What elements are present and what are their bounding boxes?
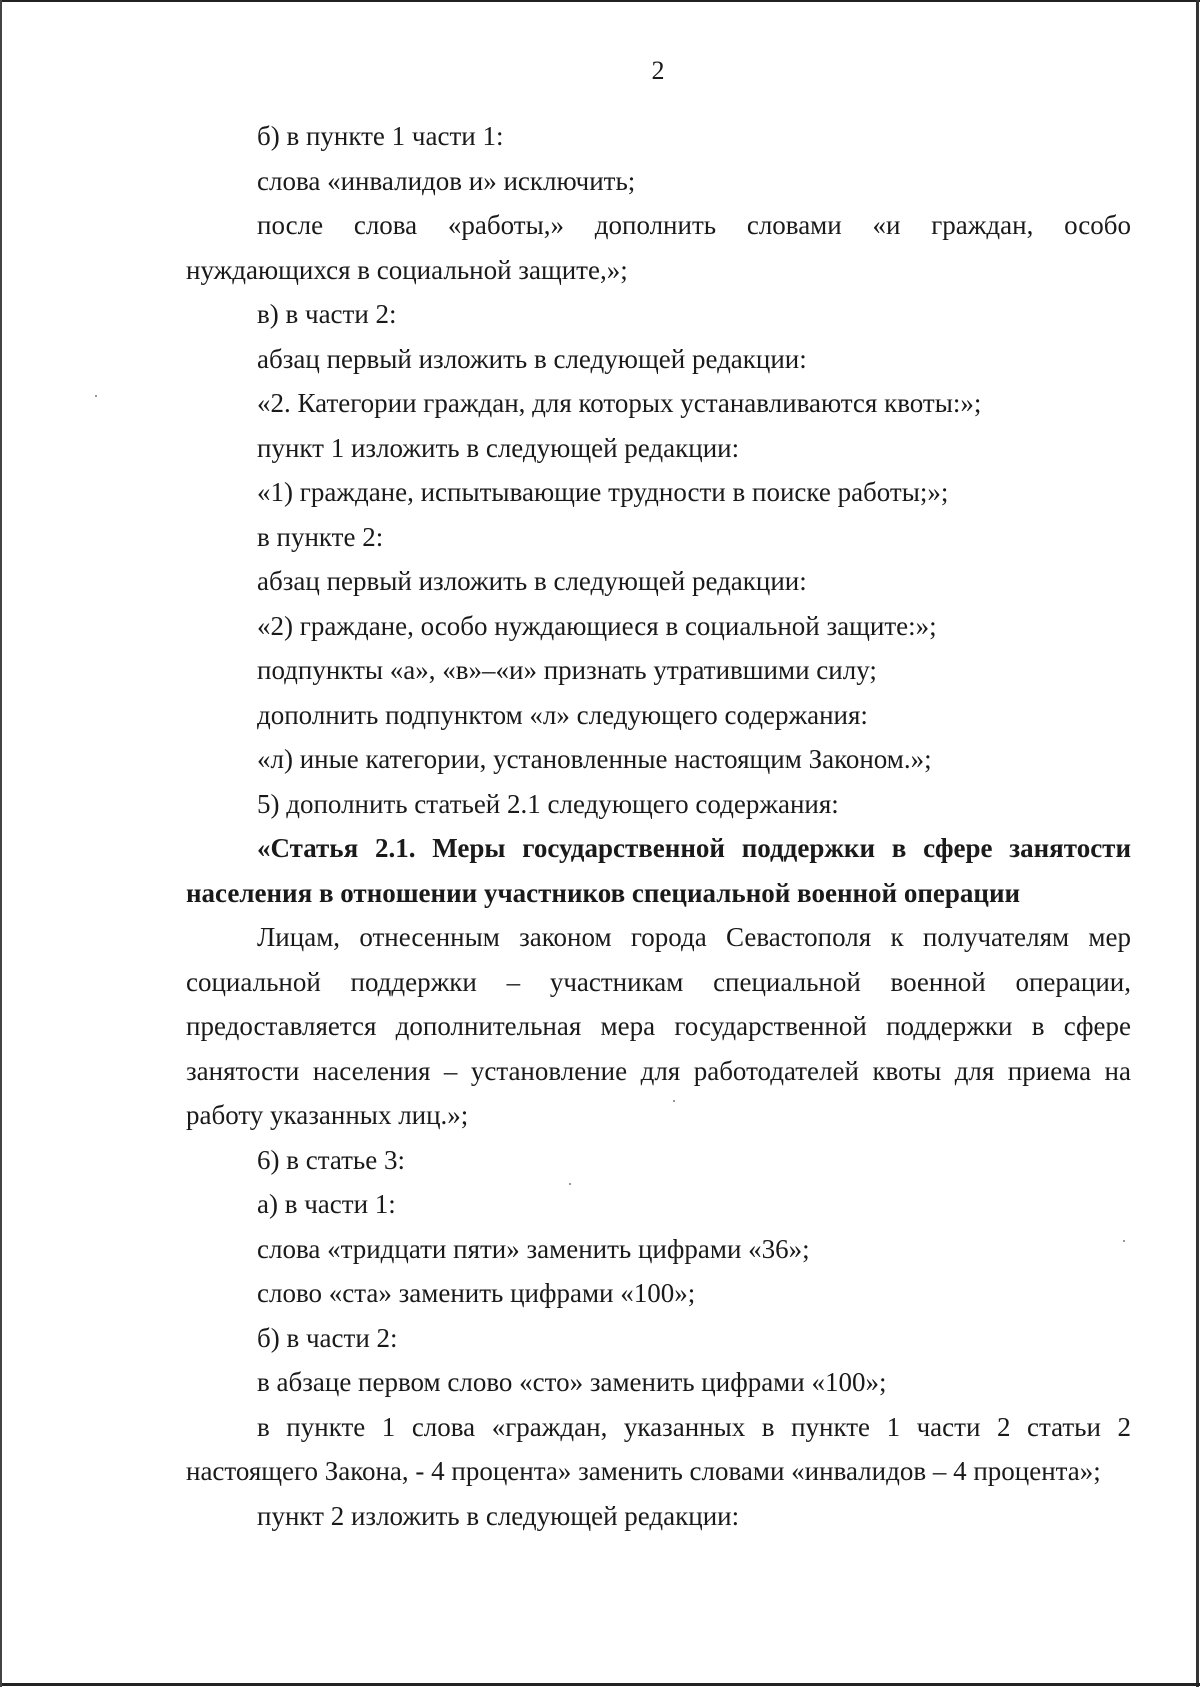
page-number: 2 — [651, 56, 665, 85]
paragraph: в) в части 2: — [257, 299, 397, 329]
scan-border-top — [0, 0, 1200, 2]
paragraph: в абзаце первом слово «сто» заменить цифрами «100»; — [257, 1367, 887, 1397]
paragraph: подпункты «а», «в»–«и» признать утратившими силу; — [257, 655, 877, 685]
paragraph: «2. Категории граждан, для которых устанавливаются квоты:»; — [257, 388, 982, 418]
paragraph: в пункте 2: — [257, 521, 384, 552]
paragraph: слово «ста» заменить цифрами «100»; — [257, 1278, 696, 1308]
scan-speck — [95, 395, 97, 397]
paragraph: после слова «работы,» дополнить словами «и граждан, особо нуждающихся в социальной защите,»; — [186, 210, 1131, 285]
scan-border-left — [0, 0, 2, 1687]
paragraph: слова «инвалидов и» исключить; — [257, 165, 636, 196]
document-body — [186, 114, 1131, 1538]
paragraph: абзац первый изложить в следующей редакции: — [257, 566, 807, 596]
paragraph: «л) иные категории, установленные настоящим Законом.»; — [257, 744, 932, 774]
paragraph: дополнить подпунктом «л» следующего содержания: — [257, 699, 868, 730]
paragraph: в пункте 1 слова «граждан, указанных в пункте 1 части 2 статьи 2 настоящего Закона, - 4 процента» заменить словами «инвалидов – 4 процента»; — [186, 1411, 1131, 1486]
paragraph: а) в части 1: — [257, 1189, 396, 1219]
paragraph: пункт 2 изложить в следующей редакции: — [257, 1500, 740, 1531]
scan-border-right — [1196, 0, 1199, 1687]
article-heading: «Статья 2.1. Меры государственной поддержки в сфере занятости населения в отношении участников специальной военной операции — [186, 833, 1131, 908]
paragraph: слова «тридцати пяти» заменить цифрами «36»; — [257, 1233, 810, 1264]
scan-border-bottom — [0, 1683, 1200, 1686]
paragraph: 5) дополнить статьей 2.1 следующего содержания: — [257, 788, 839, 819]
paragraph: «1) граждане, испытывающие трудности в поиске работы;»; — [257, 477, 949, 507]
paragraph: абзац первый изложить в следующей редакции: — [257, 343, 807, 374]
paragraph: б) в части 2: — [257, 1322, 398, 1353]
paragraph: пункт 1 изложить в следующей редакции: — [257, 432, 740, 463]
paragraph: 6) в статье 3: — [257, 1144, 405, 1175]
paragraph: б) в пункте 1 части 1: — [257, 121, 504, 151]
paragraph: Лицам, отнесенным законом города Севастополя к получателям мер социальной поддержки – участникам специальной военной операции, предоставляется дополнительная мера государственной поддержки в сфере занятости населения – установление для работодателей квоты для приема на работу указанных лиц.»; — [186, 922, 1131, 1130]
paragraph: «2) граждане, особо нуждающиеся в социальной защите:»; — [257, 610, 937, 641]
